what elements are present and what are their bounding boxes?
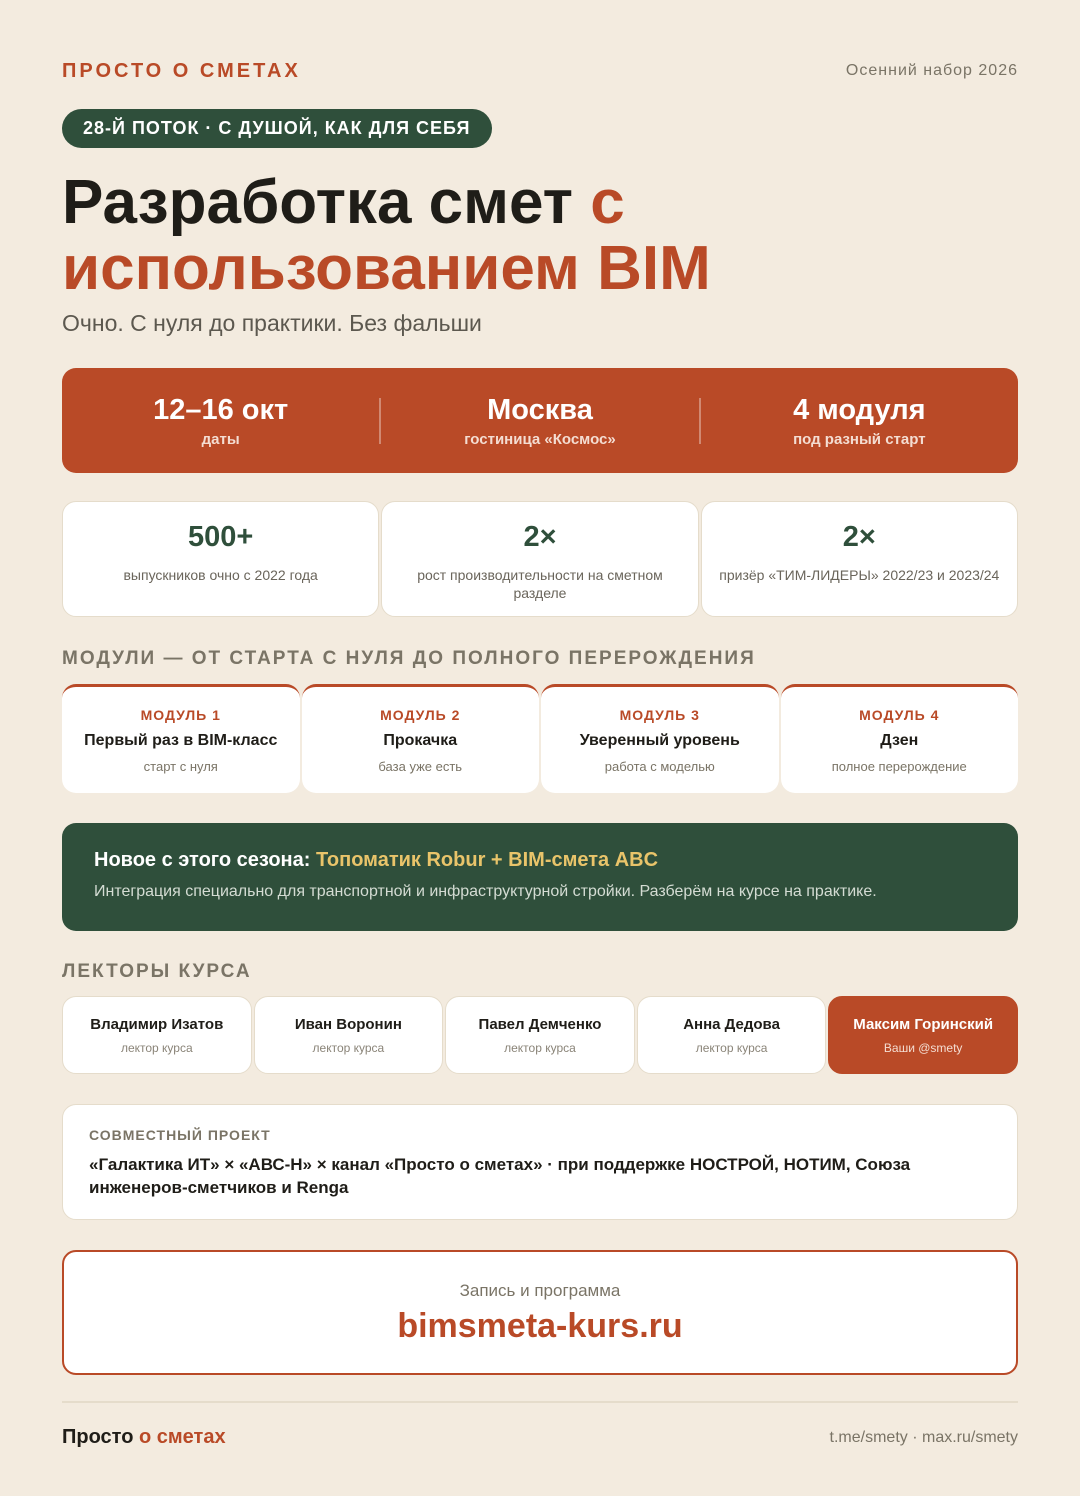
info-caption: гостиница «Космос»: [464, 431, 616, 448]
module-subtitle: полное перерождение: [831, 759, 967, 774]
module-subtitle: работа с моделью: [604, 759, 715, 774]
footer-links[interactable]: t.me/smety · max.ru/smety: [829, 1429, 1018, 1446]
modules-row: [62, 684, 1018, 793]
lecturer-card: [254, 996, 444, 1074]
title-part-2: с: [590, 168, 625, 237]
lecturer-role: лектор курса: [695, 1041, 768, 1055]
footer-brand-part-1: Просто: [62, 1426, 139, 1448]
news-banner: [62, 823, 1018, 931]
module-name: Прокачка: [383, 732, 458, 749]
lecturer-role: лектор курса: [504, 1041, 576, 1055]
stat-description: призёр «ТИМ-ЛИДЕРЫ» 2022/23 и 2023/24: [719, 567, 1000, 583]
info-caption: даты: [201, 431, 240, 448]
brand-logo: ПРОСТО О СМЕТАХ: [62, 60, 301, 82]
lecturer-role: лектор курса: [312, 1041, 385, 1055]
joint-project-label: СОВМЕСТНЫЙ ПРОЕКТ: [89, 1127, 271, 1143]
footer-brand-part-2: о сметах: [138, 1426, 226, 1448]
lecturer-role: лектор курса: [120, 1041, 193, 1055]
module-name: Первый раз в BIM-класс: [84, 732, 278, 749]
module-card: [62, 684, 300, 793]
page-title: [62, 170, 711, 302]
stat-number: 2×: [523, 521, 557, 553]
news-prefix: Новое с этого сезона:: [94, 849, 316, 871]
stat-number: 2×: [842, 521, 876, 553]
module-name: Дзен: [880, 732, 919, 749]
module-subtitle: база уже есть: [378, 759, 463, 774]
lecturers-heading: ЛЕКТОРЫ КУРСА: [62, 961, 252, 982]
stat-number: 500+: [188, 521, 254, 553]
lecturer-name: Максим Горинский: [853, 1016, 994, 1033]
signup-card: [62, 1250, 1018, 1375]
module-subtitle: старт с нуля: [143, 759, 218, 774]
modules-heading: МОДУЛИ — ОТ СТАРТА С НУЛЯ ДО ПОЛНОГО ПЕРЕРОЖДЕНИЯ: [62, 648, 756, 669]
stat-card: [701, 501, 1018, 617]
lecturer-card: [445, 996, 635, 1074]
lecturer-card-highlighted: [828, 996, 1018, 1074]
joint-project-text: «Галактика ИТ» × «АВС-Н» × канал «Просто о сметах» · при поддержке НОСТРОЙ, НОТИМ, Союза инженеров-сметчиков и Renga: [89, 1155, 911, 1197]
module-label: МОДУЛЬ 2: [380, 707, 461, 723]
joint-project-card: [62, 1104, 1018, 1220]
info-location: [381, 393, 698, 448]
info-caption: под разный старт: [793, 431, 926, 448]
news-highlight: Топоматик Robur + BIM-смета ABC: [315, 849, 659, 871]
news-text: Интеграция специально для транспортной и инфраструктурной стройки. Разберём на курсе на практике.: [94, 883, 877, 900]
season-label: Осенний набор 2026: [845, 62, 1018, 79]
lecturer-name: Иван Воронин: [294, 1016, 402, 1033]
title-part-1: Разработка смет: [62, 168, 591, 237]
lecturer-card: [62, 996, 252, 1074]
lecturer-card: [637, 996, 827, 1074]
lecturer-role: Ваши @smety: [883, 1041, 963, 1055]
signup-link[interactable]: bimsmeta-kurs.ru: [397, 1307, 683, 1345]
footer-brand: [62, 1426, 226, 1449]
module-label: МОДУЛЬ 4: [859, 707, 940, 723]
info-modules: [701, 393, 1018, 448]
stat-description: рост производительности на сметном разделе: [417, 567, 663, 601]
info-value: 4 модуля: [793, 394, 926, 426]
lecturers-row: [62, 996, 1018, 1074]
module-label: МОДУЛЬ 3: [619, 707, 700, 723]
lecturer-name: Владимир Изатов: [90, 1016, 224, 1033]
stat-description: выпускников очно с 2022 года: [123, 567, 318, 583]
info-value: 12–16 окт: [153, 394, 289, 426]
module-label: МОДУЛЬ 1: [140, 707, 221, 723]
stat-card: [381, 501, 698, 617]
lecturer-name: Павел Демченко: [478, 1016, 602, 1033]
stat-card: [62, 501, 379, 617]
stream-badge: 28-Й ПОТОК · С ДУШОЙ, КАК ДЛЯ СЕБЯ: [62, 109, 492, 148]
news-heading: [94, 849, 986, 872]
module-card: [302, 684, 540, 793]
stats-row: [62, 501, 1018, 617]
lecturer-name: Анна Дедова: [683, 1016, 780, 1033]
title-line-2: использованием BIM: [62, 234, 711, 303]
signup-label: Запись и программа: [459, 1281, 621, 1300]
subtitle: Очно. С нуля до практики. Без фальши: [62, 310, 482, 336]
module-name: Уверенный уровень: [579, 732, 740, 749]
module-card: [781, 684, 1019, 793]
info-dates: [62, 393, 379, 448]
info-bar: [62, 368, 1018, 473]
footer-divider: [62, 1401, 1018, 1403]
module-card: [541, 684, 779, 793]
info-value: Москва: [487, 394, 593, 426]
